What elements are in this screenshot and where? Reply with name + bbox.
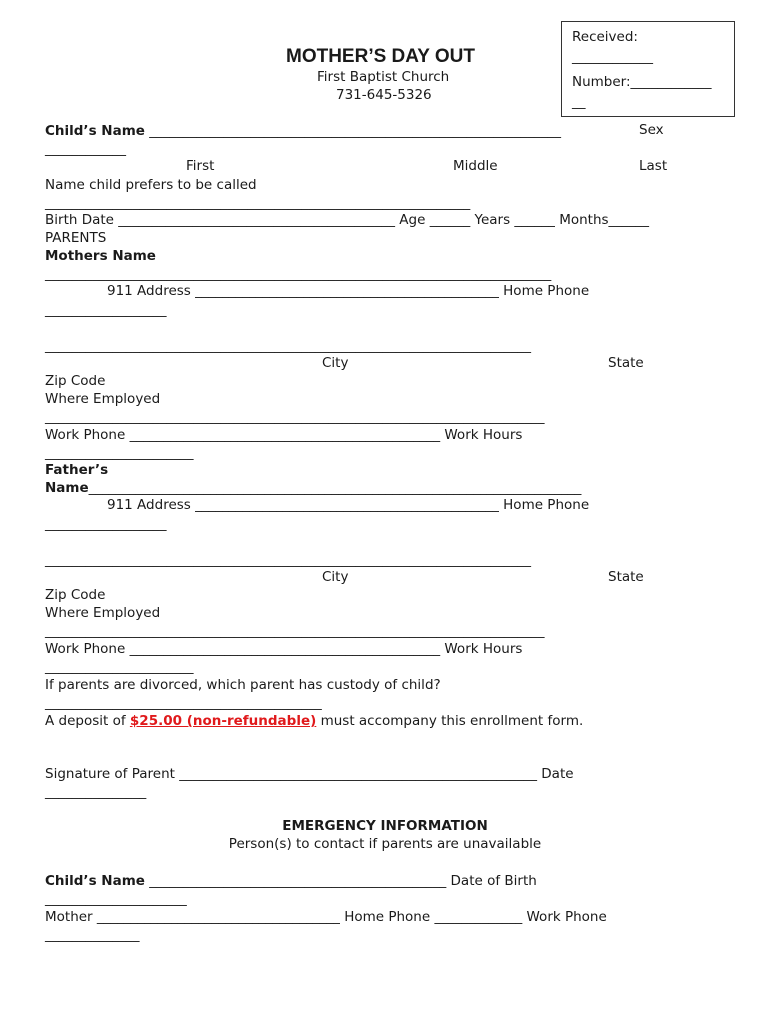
preferred-name-label: Name child prefers to be called — [45, 177, 257, 193]
received-field[interactable]: ____________ — [572, 49, 653, 65]
emergency-heading: EMERGENCY INFORMATION — [282, 818, 488, 834]
emergency-work-phone-field[interactable]: ______________ — [45, 927, 140, 943]
mother-name-field[interactable]: ___________________________________________________________________________ — [45, 266, 552, 282]
father-name-label-continued: Name — [45, 480, 89, 496]
father-name-row — [45, 479, 581, 497]
sex-label: Sex — [639, 122, 664, 138]
father-city-caption: City — [322, 569, 349, 585]
father-zip-caption: Zip Code — [45, 587, 106, 603]
mother-address-field[interactable]: 911 Address _____________________________________________ Home Phone — [107, 283, 590, 299]
received-label: Received: — [572, 29, 638, 45]
received-number-box — [561, 21, 735, 117]
church-name: First Baptist Church — [317, 69, 450, 85]
father-work-hours-field[interactable]: ______________________ — [45, 659, 194, 675]
mother-city-caption: City — [322, 355, 349, 371]
emergency-mother-field[interactable]: Mother ____________________________________ Home Phone _____________ Work Phone — [45, 909, 607, 925]
number-field[interactable]: Number:____________ — [572, 74, 712, 90]
child-name-row — [45, 122, 561, 140]
deposit-text-after: must accompany this enrollment form. — [316, 713, 584, 729]
father-name-field[interactable]: _________________________________________________________________________ — [88, 480, 582, 496]
parent-signature-field[interactable]: Signature of Parent _____________________________________________________ Date — [45, 766, 574, 782]
preferred-name-field[interactable]: _______________________________________________________________ — [45, 195, 471, 211]
mother-employer-label: Where Employed — [45, 391, 161, 407]
birth-date-age-field[interactable]: Birth Date _________________________________________ Age ______ Years ______ Months______ — [45, 212, 650, 228]
mother-employer-field[interactable]: __________________________________________________________________________ — [45, 409, 545, 425]
father-state-caption: State — [608, 569, 644, 585]
emergency-child-name-field[interactable]: ____________________________________________ Date of Birth — [144, 873, 537, 889]
child-name-field[interactable]: _____________________________________________________________ — [144, 123, 561, 139]
mother-state-caption: State — [608, 355, 644, 371]
deposit-notice — [45, 712, 583, 730]
mother-work-hours-field[interactable]: ______________________ — [45, 445, 194, 461]
custody-question: If parents are divorced, which parent has custody of child? — [45, 677, 441, 693]
emergency-child-row — [45, 872, 537, 890]
first-name-caption: First — [186, 158, 215, 174]
father-home-phone-field[interactable]: __________________ — [45, 516, 167, 532]
mother-name-label: Mothers Name — [45, 248, 156, 264]
mother-work-phone-field[interactable]: Work Phone ______________________________________________ Work Hours — [45, 427, 523, 443]
father-work-phone-field[interactable]: Work Phone ______________________________________________ Work Hours — [45, 641, 523, 657]
signature-date-field[interactable]: _______________ — [45, 784, 147, 800]
mother-zip-caption: Zip Code — [45, 373, 106, 389]
emergency-dob-field[interactable]: _____________________ — [45, 891, 187, 907]
last-name-caption: Last — [639, 158, 668, 174]
custody-field[interactable]: _________________________________________ — [45, 695, 322, 711]
mother-home-phone-field[interactable]: __________________ — [45, 302, 167, 318]
emergency-child-name-label: Child’s Name — [45, 873, 145, 889]
father-employer-field[interactable]: __________________________________________________________________________ — [45, 623, 545, 639]
page-title: MOTHER’S DAY OUT — [286, 46, 475, 67]
father-city-state-zip-field[interactable]: ________________________________________________________________________ — [45, 552, 531, 568]
deposit-amount: $25.00 (non-refundable) — [129, 713, 317, 729]
father-address-field[interactable]: 911 Address _____________________________________________ Home Phone — [107, 497, 590, 513]
child-name-label: Child’s Name — [45, 123, 145, 139]
number-field-continued[interactable]: __ — [572, 94, 586, 110]
middle-name-caption: Middle — [453, 158, 498, 174]
mother-city-state-zip-field[interactable]: ________________________________________________________________________ — [45, 338, 531, 354]
father-employer-label: Where Employed — [45, 605, 161, 621]
parents-heading: PARENTS — [45, 230, 107, 246]
deposit-text-before: A deposit of — [45, 713, 130, 729]
emergency-subtitle: Person(s) to contact if parents are unavailable — [228, 836, 542, 852]
sex-field[interactable]: ____________ — [45, 141, 126, 157]
father-name-label: Father’s — [45, 462, 109, 478]
church-phone: 731-645-5326 — [336, 87, 432, 103]
